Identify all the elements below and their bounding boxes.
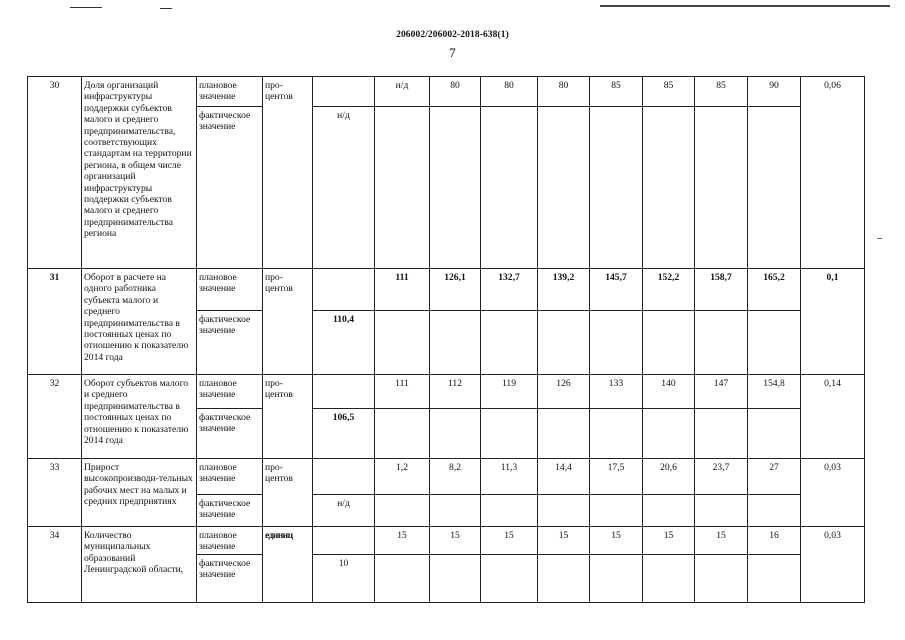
fact-value-cell xyxy=(538,409,590,459)
fact-value-cell xyxy=(481,409,538,459)
unit: про- центов xyxy=(263,375,313,459)
fact-value-cell xyxy=(481,495,538,527)
fact-value-cell xyxy=(430,107,481,269)
indicator-name: Оборот в расчете на одного работника субъекта малого и среднего предпринимательства в постоянных ценах по отношению к показателю 2014 года xyxy=(82,269,197,375)
indicator-name: Доля организаций инфраструктуры поддержки субъектов малого и среднего предпринимательства, соответствующих стандартам на территории региона, в общем числе организаций инфраструктуры поддержки субъектов малого и среднего предпринимательства региона xyxy=(82,77,197,269)
plan-value-cell: 90 xyxy=(748,77,801,107)
plan-value-cell: 20,6 xyxy=(643,459,695,495)
weight-value: 0,06 xyxy=(801,77,865,269)
weight-value: 0,1 xyxy=(801,269,865,375)
plan-value-cell: 15 xyxy=(375,527,430,555)
weight-value: 0,03 xyxy=(801,459,865,527)
fact-value-cell xyxy=(590,554,643,602)
fact-value-cell xyxy=(375,495,430,527)
fact-value-cell xyxy=(695,311,748,375)
plan-value-cell: 140 xyxy=(643,375,695,409)
fact-value-cell xyxy=(430,495,481,527)
plan-value-cell: 14,4 xyxy=(538,459,590,495)
plan-value-cell: н/д xyxy=(375,77,430,107)
plan-value-cell: 85 xyxy=(590,77,643,107)
fact-value-cell xyxy=(695,409,748,459)
plan-value-cell: 85 xyxy=(695,77,748,107)
base-plan-value xyxy=(313,459,375,495)
base-plan-value xyxy=(313,77,375,107)
header-rule xyxy=(600,5,890,7)
plan-value-cell: 16 xyxy=(748,527,801,555)
row-number: 32 xyxy=(28,375,82,459)
fact-label: фактическое значение xyxy=(197,107,263,269)
base-plan-value xyxy=(313,269,375,311)
fact-value-cell xyxy=(375,554,430,602)
unit: про- центов xyxy=(263,459,313,527)
fact-value-cell xyxy=(695,495,748,527)
fact-value-cell xyxy=(375,311,430,375)
fact-value-cell xyxy=(481,311,538,375)
fact-value-cell xyxy=(375,107,430,269)
plan-value-cell: 154,8 xyxy=(748,375,801,409)
plan-value-cell: 15 xyxy=(695,527,748,555)
plan-value-cell: 15 xyxy=(430,527,481,555)
plan-value-cell: 15 xyxy=(590,527,643,555)
weight-value: 0,14 xyxy=(801,375,865,459)
plan-value-cell: 80 xyxy=(538,77,590,107)
header-rule xyxy=(70,7,102,8)
fact-value-cell xyxy=(643,409,695,459)
fact-value-cell xyxy=(538,495,590,527)
fact-value-cell xyxy=(748,554,801,602)
plan-value-cell: 15 xyxy=(643,527,695,555)
unit: про- центов xyxy=(263,77,313,269)
fact-label: фактическое значение xyxy=(197,409,263,459)
fact-value-cell xyxy=(481,554,538,602)
plan-value-cell: 15 xyxy=(538,527,590,555)
plan-label: плановое значение xyxy=(197,459,263,495)
page-number: 7 xyxy=(449,45,456,60)
plan-value-cell: 85 xyxy=(643,77,695,107)
fact-value-cell xyxy=(695,107,748,269)
plan-value-cell: 80 xyxy=(481,77,538,107)
plan-value-cell: 80 xyxy=(430,77,481,107)
plan-value-cell: 23,7 xyxy=(695,459,748,495)
indicator-name: Оборот субъектов малого и среднего предпринимательства в постоянных ценах по отношению к показателю 2014 года xyxy=(82,375,197,459)
plan-value-cell: 112 xyxy=(430,375,481,409)
plan-value-cell: 17,5 xyxy=(590,459,643,495)
plan-value-cell: 152,2 xyxy=(643,269,695,311)
plan-value-cell: 145,7 xyxy=(590,269,643,311)
fact-value-cell xyxy=(643,311,695,375)
plan-value-cell: 15 xyxy=(481,527,538,555)
plan-value-cell: 158,7 xyxy=(695,269,748,311)
plan-value-cell: 27 xyxy=(748,459,801,495)
fact-value-cell xyxy=(538,311,590,375)
scan-mark xyxy=(877,238,882,239)
plan-value-cell: 11,3 xyxy=(481,459,538,495)
plan-value-cell: 147 xyxy=(695,375,748,409)
base-fact-value: 10 xyxy=(313,554,375,602)
plan-value-cell: 133 xyxy=(590,375,643,409)
row-number: 30 xyxy=(28,77,82,269)
base-fact-value: н/д xyxy=(313,495,375,527)
plan-value-cell: 126,1 xyxy=(430,269,481,311)
fact-value-cell xyxy=(695,554,748,602)
fact-value-cell xyxy=(590,409,643,459)
fact-value-cell xyxy=(748,409,801,459)
fact-value-cell xyxy=(748,107,801,269)
row-number: 31 xyxy=(28,269,82,375)
plan-value-cell: 111 xyxy=(375,269,430,311)
fact-label: фактическое значение xyxy=(197,311,263,375)
plan-label: плановое значение xyxy=(197,375,263,409)
base-fact-value: 106,5 xyxy=(313,409,375,459)
plan-value-cell: 119 xyxy=(481,375,538,409)
plan-label: плановое значение xyxy=(197,269,263,311)
fact-value-cell xyxy=(481,107,538,269)
base-plan-value xyxy=(313,375,375,409)
fact-value-cell xyxy=(643,495,695,527)
indicator-name: Прирост высокопроизводи-тельных рабочих мест на малых и средних предприятиях xyxy=(82,459,197,527)
plan-value-cell: 139,2 xyxy=(538,269,590,311)
indicators-table xyxy=(27,76,865,603)
base-plan-value xyxy=(313,527,375,555)
row-number: 33 xyxy=(28,459,82,527)
fact-value-cell xyxy=(748,311,801,375)
plan-label: плановое значение xyxy=(197,527,263,555)
fact-value-cell xyxy=(590,495,643,527)
fact-value-cell xyxy=(375,409,430,459)
fact-value-cell xyxy=(430,311,481,375)
fact-value-cell xyxy=(590,311,643,375)
fact-value-cell xyxy=(643,554,695,602)
fact-value-cell xyxy=(748,495,801,527)
document-number: 206002/206002-2018-638(1) xyxy=(396,30,509,40)
plan-value-cell: 111 xyxy=(375,375,430,409)
base-fact-value: 110,4 xyxy=(313,311,375,375)
unit: единиц xyxy=(263,527,313,603)
fact-value-cell xyxy=(590,107,643,269)
header-rule xyxy=(160,8,172,9)
plan-label: плановое значение xyxy=(197,77,263,107)
weight-value: 0,03 xyxy=(801,527,865,603)
plan-value-cell: 126 xyxy=(538,375,590,409)
fact-label: фактическое значение xyxy=(197,495,263,527)
base-fact-value: н/д xyxy=(313,107,375,269)
fact-value-cell xyxy=(430,409,481,459)
plan-value-cell: 8,2 xyxy=(430,459,481,495)
fact-label: фактическое значение xyxy=(197,554,263,602)
plan-value-cell: 1,2 xyxy=(375,459,430,495)
indicator-name: Количество муниципальных образований Ленинградской области, xyxy=(82,527,197,603)
plan-value-cell: 165,2 xyxy=(748,269,801,311)
fact-value-cell xyxy=(643,107,695,269)
fact-value-cell xyxy=(430,554,481,602)
unit: про- центов xyxy=(263,269,313,375)
row-number: 34 xyxy=(28,527,82,603)
fact-value-cell xyxy=(538,554,590,602)
fact-value-cell xyxy=(538,107,590,269)
plan-value-cell: 132,7 xyxy=(481,269,538,311)
